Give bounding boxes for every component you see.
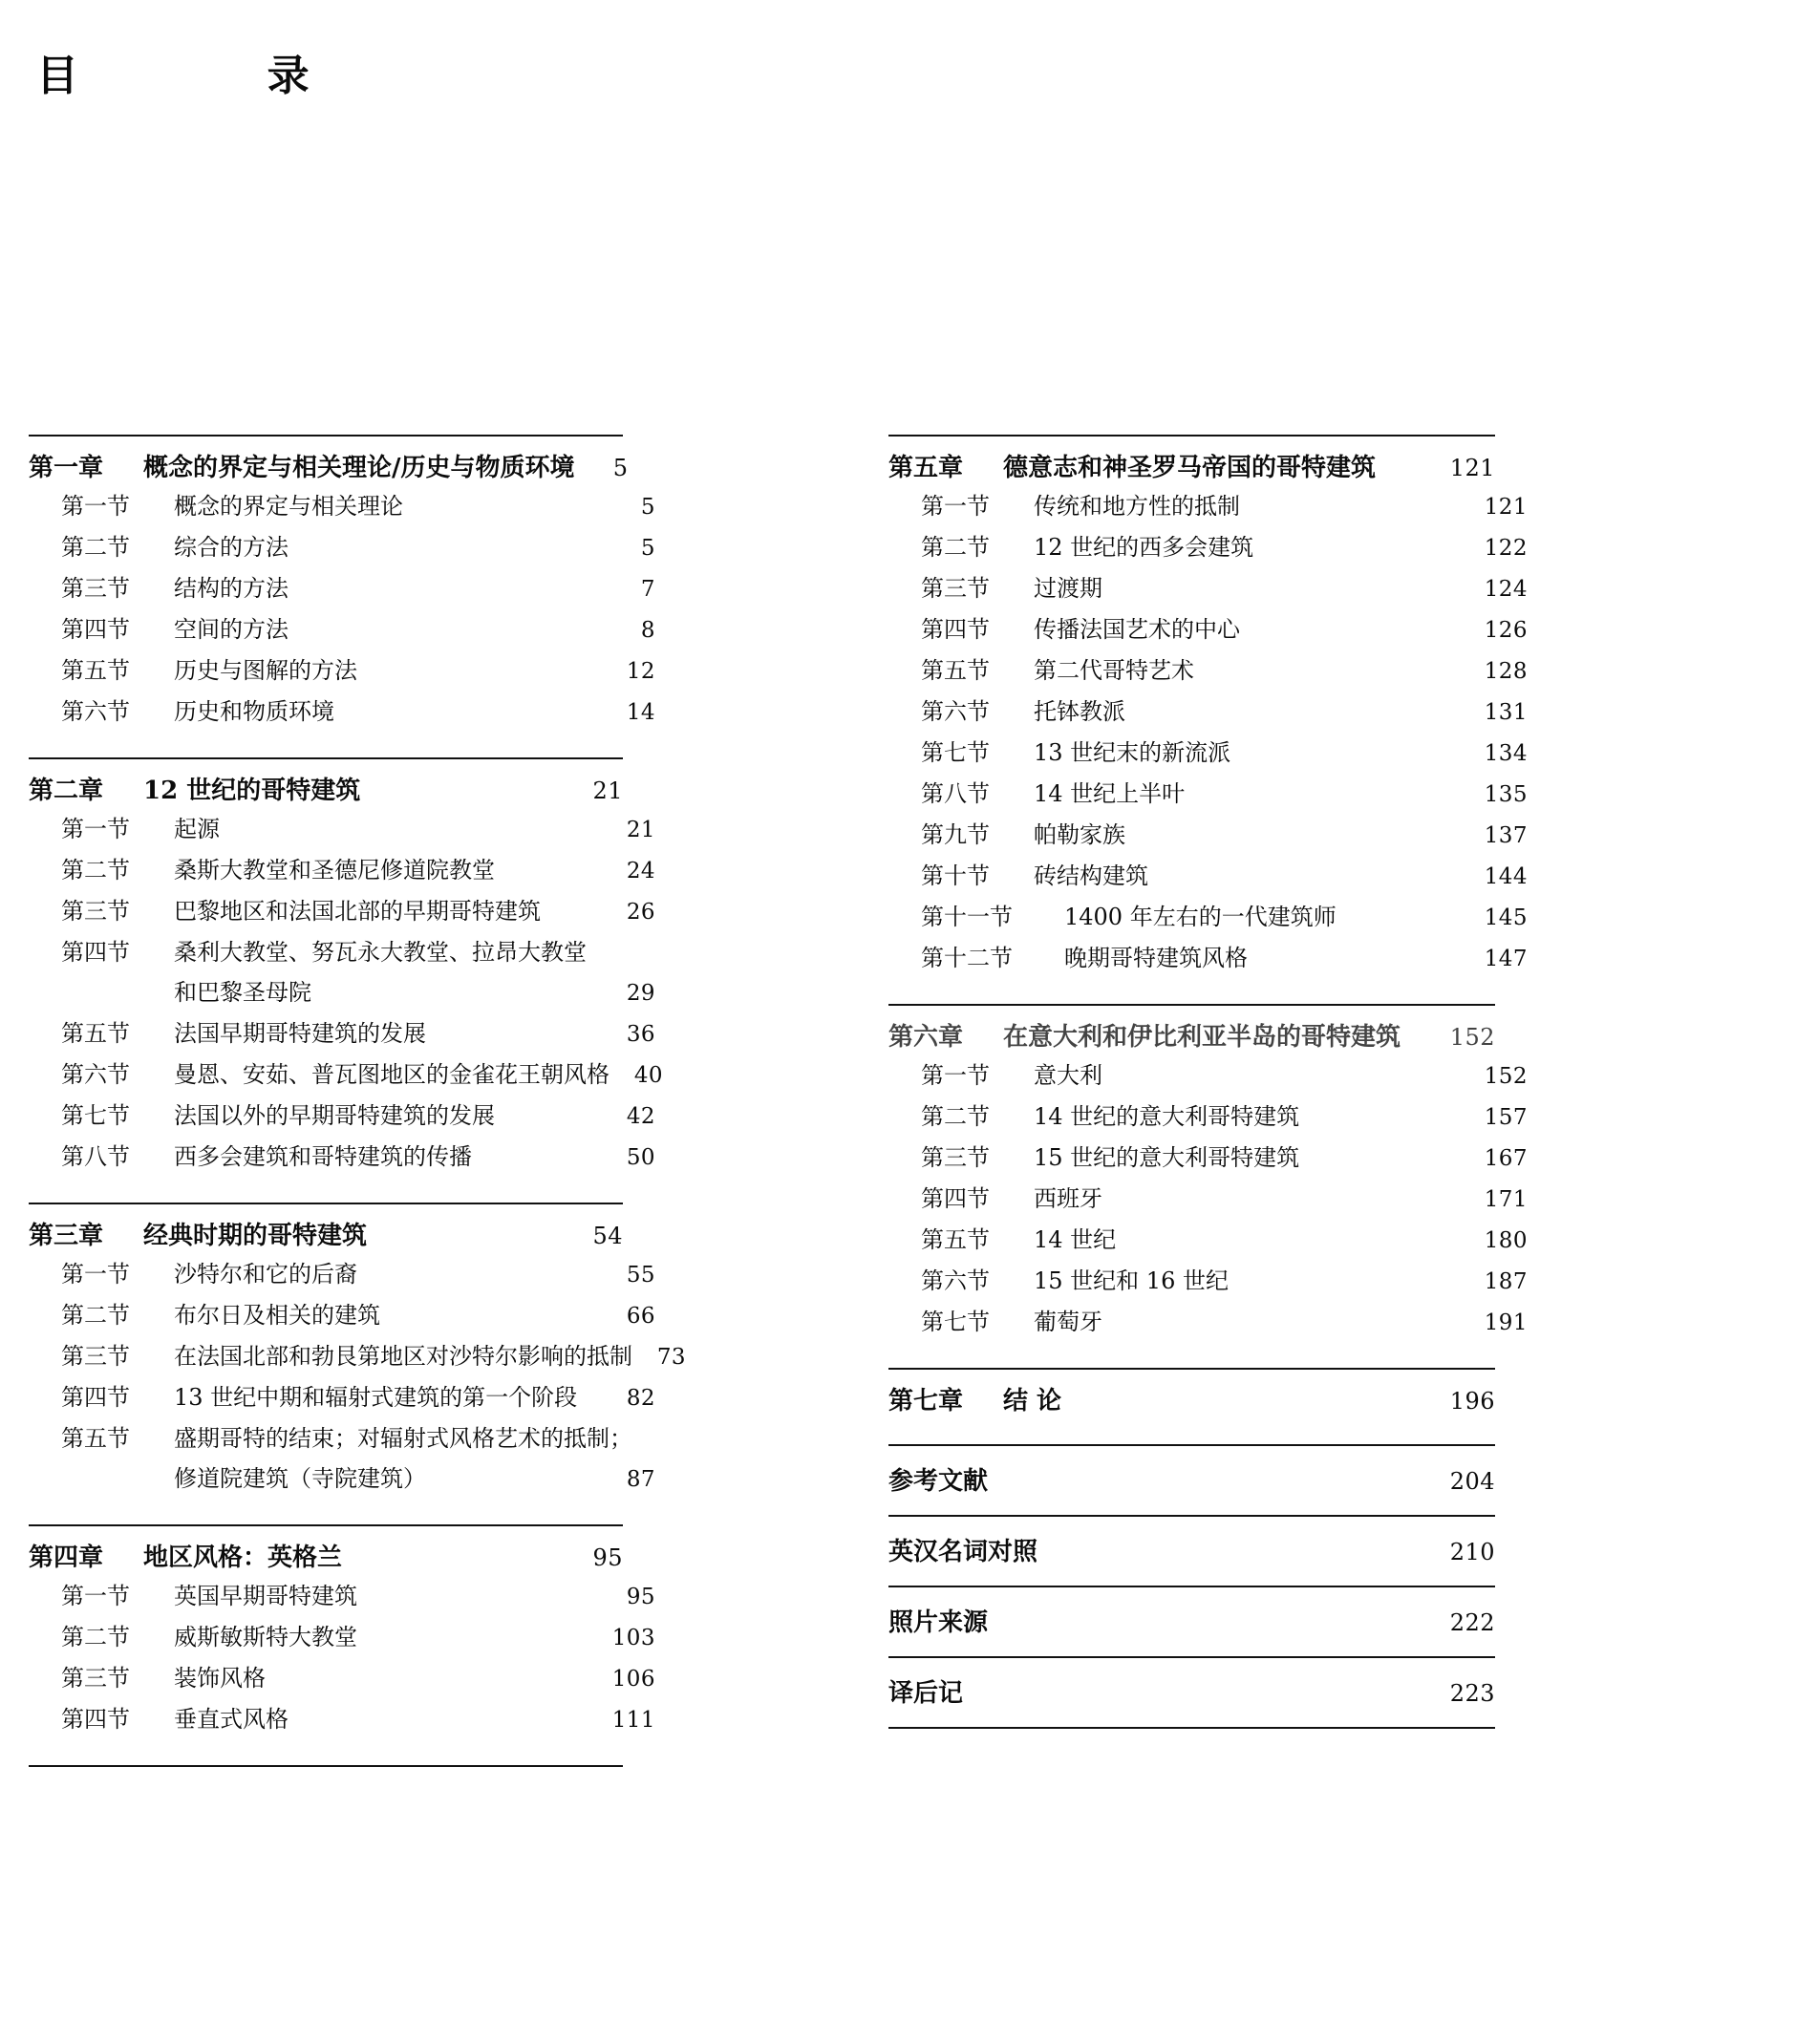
toc-chapter-row[interactable] xyxy=(29,759,623,809)
toc-section-row[interactable] xyxy=(888,486,1528,527)
toc-entry-page-number: 152 xyxy=(1449,1024,1495,1051)
block-spacer xyxy=(888,979,1495,1004)
toc-entry-page-number: 171 xyxy=(1484,1187,1528,1212)
toc-entry-text xyxy=(29,778,569,803)
block-spacer xyxy=(29,1500,623,1524)
toc-entry-page-number: 187 xyxy=(1484,1269,1528,1294)
toc-entry-text xyxy=(921,577,1474,600)
toc-chapter-block xyxy=(29,436,655,757)
toc-section-row[interactable] xyxy=(888,1138,1528,1179)
toc-entry-title: 托钵教派 xyxy=(1034,698,1125,725)
toc-entry-page-number: 95 xyxy=(626,1585,655,1609)
page-title: 目 录 xyxy=(36,52,335,100)
toc-entry-title: 15 世纪的意大利哥特建筑 xyxy=(1034,1144,1300,1171)
toc-entry-text xyxy=(61,1022,602,1045)
toc-section-row[interactable] xyxy=(29,568,655,609)
toc-section-row[interactable] xyxy=(888,1261,1528,1302)
toc-entry-text xyxy=(61,1585,602,1608)
toc-entry-page-number: 167 xyxy=(1484,1146,1528,1171)
toc-section-row[interactable] xyxy=(29,1617,655,1658)
toc-entry-title: 空间的方法 xyxy=(174,616,289,643)
toc-entry-text xyxy=(61,577,602,600)
toc-entry-text xyxy=(61,1626,602,1649)
toc-entry-title: 沙特尔和它的后裔 xyxy=(174,1261,357,1288)
toc-entry-label: 第四节 xyxy=(61,1706,130,1733)
toc-backmatter-block xyxy=(888,1658,1495,1727)
toc-entry-text xyxy=(61,1063,610,1086)
toc-section-continuation-row[interactable] xyxy=(29,1458,655,1500)
toc-entry-title: 15 世纪和 16 世纪 xyxy=(1034,1267,1229,1294)
toc-entry-title: 布尔日及相关的建筑 xyxy=(174,1302,380,1329)
toc-entry-label: 第八节 xyxy=(921,780,990,807)
toc-entry-title: 英汉名词对照 xyxy=(888,1538,1038,1566)
toc-entry-title: 结构的方法 xyxy=(174,575,289,602)
toc-entry-title: 经典时期的哥特建筑 xyxy=(143,1222,368,1250)
toc-entry-title: 曼恩、安茹、普瓦图地区的金雀花王朝风格 xyxy=(174,1061,610,1088)
toc-entry-page-number: 223 xyxy=(1449,1680,1495,1707)
toc-entry-title: 修道院建筑（寺院建筑） xyxy=(174,1465,426,1492)
toc-entry-page-number: 66 xyxy=(626,1304,655,1329)
toc-section-row[interactable] xyxy=(29,527,655,568)
toc-entry-page-number: 126 xyxy=(1484,618,1528,643)
toc-section-row[interactable] xyxy=(888,568,1528,609)
toc-entry-title: 12 世纪的西多会建筑 xyxy=(1034,534,1254,561)
toc-section-row[interactable] xyxy=(29,1096,655,1137)
toc-entry-label: 第四节 xyxy=(61,616,130,643)
toc-entry-label: 第一章 xyxy=(29,454,104,482)
toc-entry-title: 砖结构建筑 xyxy=(1034,862,1148,889)
toc-backmatter-block xyxy=(888,1517,1495,1586)
toc-backmatter-block xyxy=(888,1587,1495,1656)
toc-entry-title: 起源 xyxy=(174,816,220,842)
toc-entry-title: 14 世纪 xyxy=(1034,1226,1117,1253)
toc-entry-page-number: 5 xyxy=(612,455,629,481)
toc-entry-title: 历史与图解的方法 xyxy=(174,657,357,684)
toc-entry-text xyxy=(61,1304,602,1327)
toc-entry-text xyxy=(921,1310,1474,1333)
toc-entry-text xyxy=(61,1667,602,1690)
toc-entry-title: 西多会建筑和哥特建筑的传播 xyxy=(174,1143,472,1170)
toc-entry-label: 第二节 xyxy=(61,857,130,884)
toc-entry-page-number: 50 xyxy=(626,1145,655,1170)
toc-entry-page-number: 196 xyxy=(1449,1388,1495,1415)
toc-entry-label: 第六节 xyxy=(61,1061,130,1088)
block-spacer xyxy=(888,1343,1495,1368)
toc-chapter-block xyxy=(29,1526,655,1765)
toc-entry-page-number: 135 xyxy=(1484,782,1528,807)
toc-entry-label: 第一节 xyxy=(61,493,130,520)
toc-entry-label: 第二节 xyxy=(921,534,990,561)
toc-section-row[interactable] xyxy=(29,809,655,850)
toc-entry-label: 第七节 xyxy=(921,1309,990,1335)
toc-entry-text xyxy=(921,1269,1474,1292)
toc-entry-label: 第四节 xyxy=(921,616,990,643)
toc-chapter-row[interactable] xyxy=(888,1370,1495,1419)
toc-entry-label: 第四节 xyxy=(61,939,130,966)
toc-section-row[interactable] xyxy=(29,1254,655,1295)
toc-entry-label: 第六节 xyxy=(921,1267,990,1294)
toc-entry-title: 在法国北部和勃艮第地区对沙特尔影响的抵制 xyxy=(174,1343,632,1370)
toc-entry-page-number: 14 xyxy=(626,700,655,725)
toc-entry-label: 第三节 xyxy=(921,575,990,602)
toc-entry-page-number: 5 xyxy=(640,536,655,561)
toc-entry-label: 第三章 xyxy=(29,1222,104,1250)
toc-entry-page-number: 124 xyxy=(1484,577,1528,602)
toc-chapter-block xyxy=(888,1006,1528,1368)
toc-entry-text xyxy=(921,536,1474,559)
toc-entry-text xyxy=(61,536,602,559)
toc-entry-page-number: 54 xyxy=(592,1223,623,1249)
toc-entry-title: 参考文献 xyxy=(888,1467,989,1496)
toc-entry-label: 第四节 xyxy=(61,1384,130,1411)
toc-entry-title: 传播法国艺术的中心 xyxy=(1034,616,1240,643)
toc-section-row[interactable] xyxy=(29,1013,655,1054)
toc-entry-text xyxy=(888,1540,1442,1565)
toc-entry-page-number: 24 xyxy=(626,859,655,884)
toc-entry-label: 第二节 xyxy=(61,1624,130,1650)
block-spacer xyxy=(888,1419,1495,1444)
toc-entry-label: 第一节 xyxy=(921,493,990,520)
toc-entry-title: 14 世纪的意大利哥特建筑 xyxy=(1034,1103,1300,1130)
toc-entry-label: 第五节 xyxy=(61,1020,130,1047)
toc-entry-title: 综合的方法 xyxy=(174,534,289,561)
section-divider-rule xyxy=(888,1727,1495,1729)
toc-section-row[interactable] xyxy=(29,1054,663,1096)
toc-entry-label: 第一节 xyxy=(61,1583,130,1609)
toc-chapter-block xyxy=(29,759,663,1203)
toc-entry-page-number: 42 xyxy=(626,1104,655,1129)
toc-entry-text xyxy=(29,456,575,480)
block-spacer xyxy=(29,1740,623,1765)
toc-section-row[interactable] xyxy=(888,938,1528,979)
toc-entry-text xyxy=(921,659,1474,682)
toc-entry-text xyxy=(888,1610,1442,1635)
toc-entry-title: 法国早期哥特建筑的发展 xyxy=(174,1020,426,1047)
toc-chapter-block xyxy=(888,1370,1495,1444)
toc-entry-title: 历史和物质环境 xyxy=(174,698,334,725)
toc-entry-title: 英国早期哥特建筑 xyxy=(174,1583,357,1609)
toc-section-row[interactable] xyxy=(29,1295,655,1336)
toc-entry-text xyxy=(921,947,1474,969)
toc-entry-page-number: 137 xyxy=(1484,823,1528,848)
toc-entry-text xyxy=(888,1389,1442,1414)
toc-entry-title: 桑斯大教堂和圣德尼修道院教堂 xyxy=(174,857,495,884)
toc-entry-title: 晚期哥特建筑风格 xyxy=(1064,945,1248,971)
toc-entry-title: 结 论 xyxy=(1003,1387,1062,1416)
toc-entry-page-number: 8 xyxy=(640,618,655,643)
toc-entry-title: 地区风格：英格兰 xyxy=(143,1544,343,1572)
toc-entry-label: 第七节 xyxy=(921,739,990,766)
toc-entry-text xyxy=(61,1104,602,1127)
toc-entry-title: 帕勒家族 xyxy=(1034,821,1125,848)
toc-entry-title: 法国以外的早期哥特建筑的发展 xyxy=(174,1102,495,1129)
toc-entry-label: 第五节 xyxy=(921,1226,990,1253)
toc-entry-title: 照片来源 xyxy=(888,1608,989,1637)
toc-entry-text xyxy=(921,1228,1474,1251)
toc-entry-label: 第二章 xyxy=(29,777,104,805)
toc-chapter-block xyxy=(888,436,1528,1004)
toc-entry-page-number: 204 xyxy=(1449,1468,1495,1495)
toc-section-row[interactable] xyxy=(888,609,1528,650)
toc-section-row[interactable] xyxy=(888,815,1528,856)
toc-right-column xyxy=(888,435,1528,1729)
toc-chapter-row[interactable] xyxy=(29,1204,623,1254)
toc-entry-text xyxy=(921,1146,1474,1169)
toc-entry-text xyxy=(921,782,1474,805)
toc-backmatter-row[interactable] xyxy=(888,1658,1495,1727)
toc-entry-label: 第三节 xyxy=(61,1343,130,1370)
toc-entry-page-number: 134 xyxy=(1484,741,1528,766)
toc-section-row[interactable] xyxy=(29,850,655,891)
toc-section-row[interactable] xyxy=(888,692,1528,733)
toc-entry-text xyxy=(61,1145,602,1168)
toc-entry-title: 葡萄牙 xyxy=(1034,1309,1102,1335)
toc-section-row[interactable] xyxy=(29,1137,655,1178)
toc-chapter-row[interactable] xyxy=(29,436,629,486)
toc-entry-page-number: 87 xyxy=(626,1467,655,1492)
toc-entry-page-number: 144 xyxy=(1484,864,1528,889)
toc-section-row[interactable] xyxy=(29,1658,655,1699)
toc-entry-text xyxy=(921,741,1474,764)
toc-section-row[interactable] xyxy=(888,733,1528,774)
toc-entry-label: 第四章 xyxy=(29,1544,104,1572)
toc-entry-label: 第六节 xyxy=(61,698,130,725)
toc-entry-text xyxy=(29,1545,569,1570)
toc-entry-page-number: 147 xyxy=(1484,947,1528,971)
toc-entry-label: 第五节 xyxy=(921,657,990,684)
toc-entry-text xyxy=(888,1681,1442,1706)
toc-entry-label: 第三节 xyxy=(61,1665,130,1692)
toc-entry-page-number: 157 xyxy=(1484,1105,1528,1130)
toc-entry-label: 第六章 xyxy=(888,1023,964,1052)
toc-section-row[interactable] xyxy=(888,856,1528,897)
toc-entry-page-number: 180 xyxy=(1484,1228,1528,1253)
toc-entry-title: 12 世纪的哥特建筑 xyxy=(143,777,361,805)
toc-entry-label: 第十二节 xyxy=(921,945,1013,971)
toc-entry-title: 威斯敏斯特大教堂 xyxy=(174,1624,357,1650)
toc-entry-page-number: 131 xyxy=(1484,700,1528,725)
toc-entry-page-number: 5 xyxy=(640,495,655,520)
toc-entry-text xyxy=(921,905,1474,928)
toc-section-row[interactable] xyxy=(29,609,655,650)
toc-entry-text xyxy=(61,618,602,641)
toc-entry-page-number: 191 xyxy=(1484,1310,1528,1335)
toc-entry-page-number: 121 xyxy=(1449,455,1495,481)
toc-chapter-row[interactable] xyxy=(888,1006,1495,1055)
toc-section-row[interactable] xyxy=(888,1302,1528,1343)
toc-entry-text xyxy=(61,1427,632,1450)
toc-entry-text xyxy=(888,456,1442,480)
toc-section-row[interactable] xyxy=(888,1055,1528,1097)
toc-section-row[interactable] xyxy=(888,1097,1528,1138)
toc-entry-title: 第二代哥特艺术 xyxy=(1034,657,1194,684)
block-spacer xyxy=(29,733,623,757)
toc-entry-text xyxy=(61,1708,602,1731)
toc-entry-title: 德意志和神圣罗马帝国的哥特建筑 xyxy=(1003,454,1377,482)
toc-entry-text xyxy=(61,859,602,882)
toc-section-row[interactable] xyxy=(29,486,655,527)
toc-entry-page-number: 95 xyxy=(592,1544,623,1571)
toc-entry-title: 巴黎地区和法国北部的早期哥特建筑 xyxy=(174,898,541,925)
toc-entry-page-number: 7 xyxy=(640,577,655,602)
toc-entry-page-number: 128 xyxy=(1484,659,1528,684)
toc-entry-page-number: 103 xyxy=(611,1626,655,1650)
toc-entry-text xyxy=(921,864,1474,887)
toc-entry-title: 概念的界定与相关理论/历史与物质环境 xyxy=(143,454,575,482)
toc-entry-page-number: 152 xyxy=(1484,1064,1528,1089)
toc-entry-title: 装饰风格 xyxy=(174,1665,266,1692)
toc-entry-text xyxy=(888,1025,1442,1050)
toc-entry-title: 译后记 xyxy=(888,1679,964,1708)
toc-entry-label: 第三节 xyxy=(61,898,130,925)
toc-entry-text xyxy=(61,700,602,723)
toc-entry-text xyxy=(921,495,1474,518)
toc-section-row[interactable] xyxy=(888,897,1528,938)
toc-entry-title: 意大利 xyxy=(1034,1062,1102,1089)
toc-chapter-row[interactable] xyxy=(29,1526,623,1576)
toc-entry-text xyxy=(61,1467,602,1490)
toc-entry-title: 14 世纪上半叶 xyxy=(1034,780,1186,807)
toc-entry-title: 13 世纪末的新流派 xyxy=(1034,739,1231,766)
toc-entry-text xyxy=(61,1263,602,1286)
toc-entry-text xyxy=(61,495,602,518)
toc-entry-text xyxy=(61,818,602,841)
toc-entry-page-number: 73 xyxy=(656,1345,686,1370)
toc-entry-title: 1400 年左右的一代建筑师 xyxy=(1064,904,1337,930)
toc-entry-label: 第六节 xyxy=(921,698,990,725)
toc-entry-text xyxy=(61,1386,602,1409)
toc-section-row[interactable] xyxy=(29,932,655,972)
toc-entry-page-number: 29 xyxy=(626,981,655,1006)
toc-entry-page-number: 106 xyxy=(611,1667,655,1692)
toc-section-row[interactable] xyxy=(29,891,655,932)
toc-entry-label: 第二节 xyxy=(61,534,130,561)
toc-entry-label: 第三节 xyxy=(61,575,130,602)
toc-entry-text xyxy=(921,618,1474,641)
toc-section-row[interactable] xyxy=(29,1576,655,1617)
toc-section-row[interactable] xyxy=(888,527,1528,568)
toc-entry-text xyxy=(61,981,602,1004)
toc-entry-title: 13 世纪中期和辐射式建筑的第一个阶段 xyxy=(174,1384,578,1411)
toc-entry-label: 第十节 xyxy=(921,862,990,889)
toc-entry-title: 盛期哥特的结束；对辐射式风格艺术的抵制； xyxy=(174,1425,632,1452)
toc-entry-label: 第八节 xyxy=(61,1143,130,1170)
toc-entry-page-number: 12 xyxy=(626,659,655,684)
toc-entry-page-number: 36 xyxy=(626,1022,655,1047)
toc-entry-text xyxy=(61,1345,632,1368)
toc-entry-label: 第五章 xyxy=(888,454,964,482)
toc-section-row[interactable] xyxy=(888,774,1528,815)
toc-section-row[interactable] xyxy=(888,1179,1528,1220)
toc-entry-text xyxy=(921,1187,1474,1210)
toc-entry-label: 第四节 xyxy=(921,1185,990,1212)
toc-backmatter-row[interactable] xyxy=(888,1587,1495,1656)
toc-entry-page-number: 40 xyxy=(633,1063,663,1088)
toc-entry-text xyxy=(61,900,602,923)
toc-entry-label: 第一节 xyxy=(61,1261,130,1288)
toc-entry-text xyxy=(888,1469,1442,1494)
toc-section-row[interactable] xyxy=(29,1377,655,1418)
toc-entry-title: 传统和地方性的抵制 xyxy=(1034,493,1240,520)
toc-entry-label: 第五节 xyxy=(61,657,130,684)
toc-entry-page-number: 82 xyxy=(626,1386,655,1411)
toc-entry-label: 第七章 xyxy=(888,1387,964,1416)
toc-entry-title: 西班牙 xyxy=(1034,1185,1102,1212)
toc-entry-page-number: 55 xyxy=(626,1263,655,1288)
section-divider-rule xyxy=(29,1765,623,1767)
toc-section-row[interactable] xyxy=(888,650,1528,692)
toc-section-row[interactable] xyxy=(29,1699,655,1740)
toc-entry-label: 第九节 xyxy=(921,821,990,848)
toc-entry-text xyxy=(61,941,602,964)
toc-section-row[interactable] xyxy=(29,650,655,692)
toc-entry-title: 在意大利和伊比利亚半岛的哥特建筑 xyxy=(1003,1023,1401,1052)
toc-entry-title: 垂直式风格 xyxy=(174,1706,289,1733)
toc-section-continuation-row[interactable] xyxy=(29,972,655,1013)
toc-chapter-row[interactable] xyxy=(888,436,1495,486)
toc-entry-text xyxy=(921,700,1474,723)
toc-entry-label: 第五节 xyxy=(61,1425,130,1452)
block-spacer xyxy=(29,1178,623,1203)
toc-entry-text xyxy=(61,659,602,682)
toc-entry-text xyxy=(921,1064,1474,1087)
toc-section-row[interactable] xyxy=(29,1418,655,1458)
toc-entry-text xyxy=(921,1105,1474,1128)
toc-entry-page-number: 111 xyxy=(611,1708,655,1733)
toc-entry-page-number: 26 xyxy=(626,900,655,925)
toc-entry-label: 第一节 xyxy=(921,1062,990,1089)
toc-entry-page-number: 21 xyxy=(592,777,623,804)
toc-entry-page-number: 222 xyxy=(1449,1609,1495,1636)
toc-section-row[interactable] xyxy=(29,692,655,733)
toc-entry-label: 第十一节 xyxy=(921,904,1013,930)
toc-entry-page-number: 21 xyxy=(626,818,655,842)
toc-section-row[interactable] xyxy=(29,1336,686,1377)
toc-entry-title: 过渡期 xyxy=(1034,575,1102,602)
toc-backmatter-block xyxy=(888,1446,1495,1515)
toc-entry-page-number: 210 xyxy=(1449,1539,1495,1565)
toc-entry-text xyxy=(29,1224,569,1248)
toc-entry-label: 第二节 xyxy=(921,1103,990,1130)
toc-backmatter-row[interactable] xyxy=(888,1446,1495,1515)
toc-entry-label: 第三节 xyxy=(921,1144,990,1171)
toc-entry-title: 概念的界定与相关理论 xyxy=(174,493,403,520)
toc-left-column xyxy=(29,435,686,1767)
toc-entry-page-number: 121 xyxy=(1484,495,1528,520)
toc-backmatter-row[interactable] xyxy=(888,1517,1495,1586)
toc-entry-page-number: 145 xyxy=(1484,905,1528,930)
toc-entry-title: 桑利大教堂、努瓦永大教堂、拉昂大教堂 xyxy=(174,939,587,966)
toc-chapter-block xyxy=(29,1204,686,1524)
toc-entry-label: 第二节 xyxy=(61,1302,130,1329)
toc-entry-label: 第七节 xyxy=(61,1102,130,1129)
toc-entry-label: 第一节 xyxy=(61,816,130,842)
toc-entry-text xyxy=(921,823,1474,846)
toc-entry-page-number: 122 xyxy=(1484,536,1528,561)
toc-entry-title: 和巴黎圣母院 xyxy=(174,979,311,1006)
toc-section-row[interactable] xyxy=(888,1220,1528,1261)
